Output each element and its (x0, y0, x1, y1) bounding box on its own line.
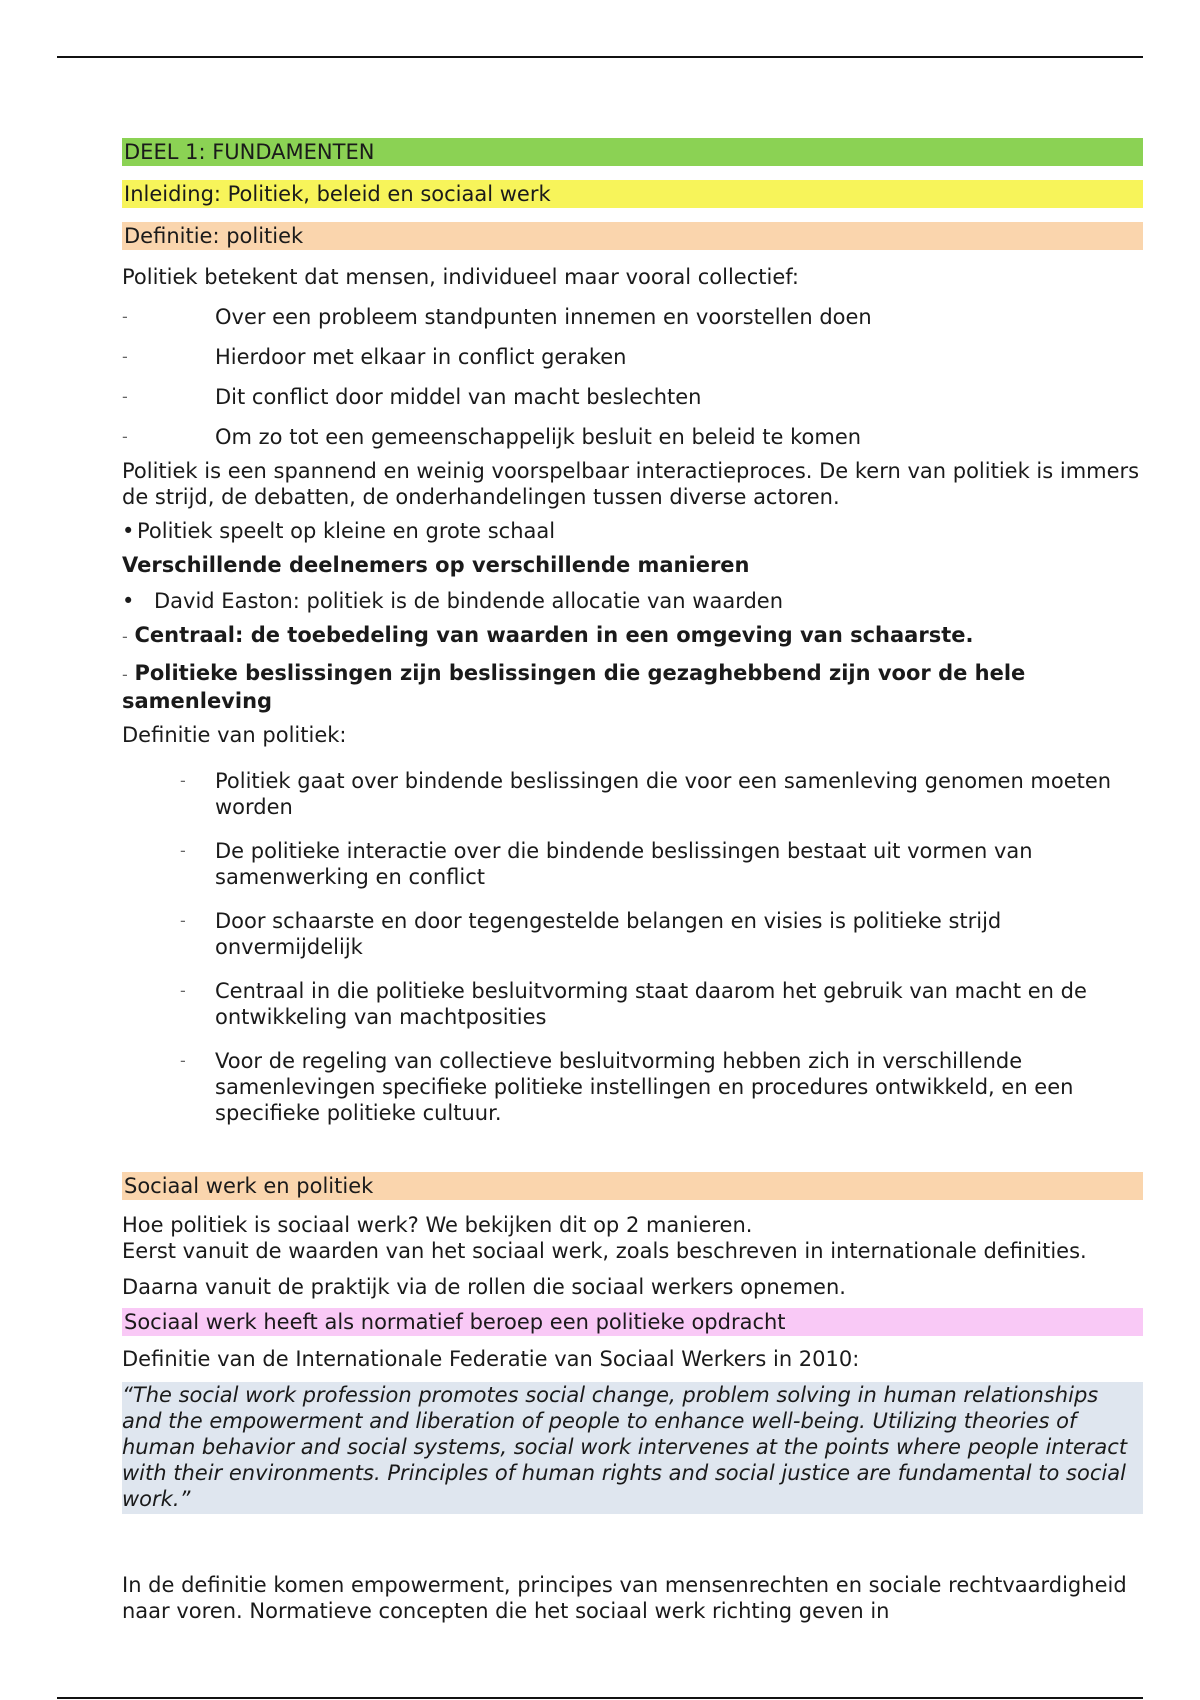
central-text: Centraal: de toebedeling van waarden in een omgeving van schaarste. (134, 623, 974, 647)
list-item (122, 344, 1143, 370)
definition-item-text: Voor de regeling van collectieve besluitvorming hebben zich in verschillende samenlevingen specifieke politieke instellingen en procedures ontwikkeld, en een specifieke politieke cultuur. (215, 1049, 1074, 1125)
interaction-paragraph: Politiek is een spannend en weinig voorspelbaar interactieproces. De kern van politiek is immers de strijd, de debatten, de onderhandelingen tussen diverse actoren. (122, 459, 1140, 509)
dash-marker: - (180, 981, 186, 1000)
list-item-text: Om zo tot een gemeenschappelijk besluit en beleid te komen (215, 425, 862, 449)
dash-marker: - (180, 1051, 186, 1070)
bullet-text: David Easton: politiek is de bindende allocatie van waarden (154, 589, 784, 613)
bold-heading: Verschillende deelnemers op verschillende manieren (122, 553, 750, 577)
definition-item-text: Door schaarste en door tegengestelde belangen en visies is politieke strijd onvermijdelijk (215, 909, 1002, 959)
dash-marker: - (180, 911, 186, 930)
ifsw-label: Definitie van de Internationale Federatie van Sociaal Werkers in 2010: (122, 1347, 860, 1371)
dash-marker: - (122, 665, 128, 684)
intro-heading: Inleiding: Politiek, beleid en sociaal werk (122, 180, 1143, 208)
dash-marker: - (180, 841, 186, 860)
normative-heading: Sociaal werk heeft als normatief beroep een politieke opdracht (122, 1308, 1143, 1336)
bullet-text: Politiek speelt op kleine en grote schaal (137, 519, 556, 543)
social-work-heading: Sociaal werk en politiek (122, 1172, 1143, 1200)
list-item (122, 424, 1143, 450)
list-item (122, 384, 1143, 410)
practice-line: Daarna vanuit de praktijk via de rollen die sociaal werkers opnemen. (122, 1275, 846, 1299)
dash-marker: - (122, 427, 128, 446)
central-line (122, 622, 1143, 650)
list-item (122, 304, 1143, 330)
values-line: Eerst vanuit de waarden van het sociaal werk, zoals beschreven in internationale definities. (122, 1239, 1087, 1263)
definition-label: Definitie van politiek: (122, 723, 347, 747)
definition-heading: Definitie: politiek (122, 222, 1143, 250)
lead-paragraph: Politiek betekent dat mensen, individueel maar vooral collectief: (122, 265, 799, 289)
definition-item (122, 768, 1143, 820)
document-page (122, 138, 1143, 1624)
definition-item-text: Politiek gaat over bindende beslissingen die voor een samenleving genomen moeten worden (215, 769, 1112, 819)
dash-marker: - (122, 387, 128, 406)
dash-marker: - (122, 307, 128, 326)
bullet-marker: • (122, 589, 135, 613)
definition-item-text: Centraal in die politieke besluitvorming staat daarom het gebruik van macht en de ontwikkeling van machtposities (215, 979, 1087, 1029)
definition-item (122, 838, 1143, 890)
question-line: Hoe politiek is sociaal werk? We bekijken dit op 2 manieren. (122, 1213, 753, 1237)
list-item-text: Over een probleem standpunten innemen en voorstellen doen (215, 305, 872, 329)
top-rule (57, 56, 1143, 58)
section-gap (122, 1126, 1143, 1172)
definition-item (122, 908, 1143, 960)
closing-paragraph: In de definitie komen empowerment, principes van mensenrechten en sociale rechtvaardigheid naar voren. Normatieve concepten die het sociaal werk richting geven in (122, 1573, 1127, 1623)
definition-item-text: De politieke interactie over die bindende beslissingen bestaat uit vormen van samenwerking en conflict (215, 839, 1033, 889)
dash-marker: - (122, 627, 128, 646)
list-item-text: Dit conflict door middel van macht beslechten (215, 385, 702, 409)
ifsw-quote: “The social work profession promotes social change, problem solving in human relationships and the empowerment and liberation of people to enhance well-being. Utilizing theories of human behavior and social systems, social work intervenes at the points where people interact with their environments. Principles of human rights and social justice are fundamental to social work.” (122, 1382, 1143, 1514)
decisions-line (122, 660, 1143, 714)
dash-marker: - (180, 771, 186, 790)
bottom-rule (57, 1697, 1143, 1699)
definition-item (122, 978, 1143, 1030)
dash-marker: - (122, 347, 128, 366)
part-heading: DEEL 1: FUNDAMENTEN (122, 138, 1143, 166)
bullet-marker: • (122, 519, 135, 543)
definition-item (122, 1048, 1143, 1126)
list-item-text: Hierdoor met elkaar in conflict geraken (215, 345, 627, 369)
decisions-text: Politieke beslissingen zijn beslissingen die gezaghebbend zijn voor de hele samenleving (122, 661, 1026, 713)
bullet-item (122, 518, 1143, 544)
bullet-item (122, 588, 1143, 614)
